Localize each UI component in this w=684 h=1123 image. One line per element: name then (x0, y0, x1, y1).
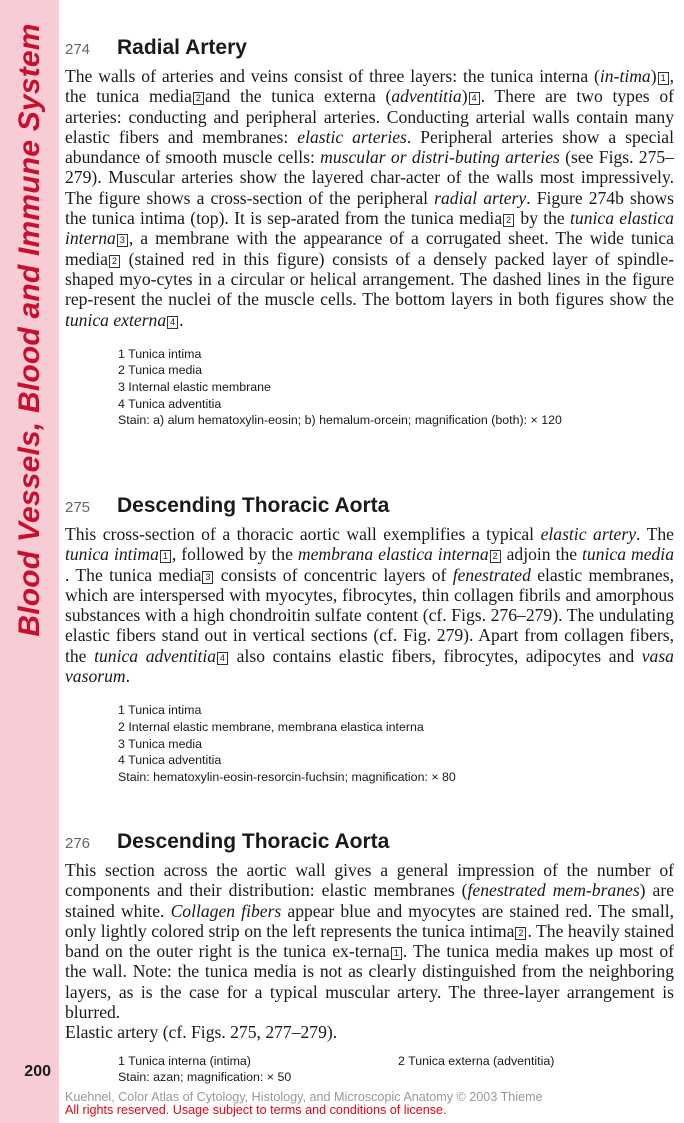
legend-item: 1 Tunica intima (118, 703, 202, 718)
section-heading (65, 830, 674, 860)
figure-ref-box: 2 (503, 214, 514, 227)
figure-legend (118, 702, 674, 785)
emphasis-term: elastic arteries (297, 126, 407, 147)
emphasis-term: tunica adventitia (94, 645, 217, 666)
emphasis-term: tunica externa (65, 309, 167, 330)
legend-item: 2 Tunica externa (adventitia) (398, 1053, 555, 1068)
figure-ref-box: 4 (217, 652, 228, 665)
figure-ref-box: 1 (160, 550, 171, 563)
emphasis-term: muscular or distri-buting arteries (320, 147, 560, 168)
section-274 (65, 36, 674, 429)
figure-ref-box: 2 (109, 255, 120, 268)
section-275 (65, 494, 674, 785)
figure-ref-box: 1 (658, 72, 669, 85)
emphasis-term: fenestrated mem-branes (467, 880, 640, 901)
emphasis-term: fenestrated (452, 564, 531, 585)
section-extra-line: Elastic artery (cf. Figs. 275, 277–279). (65, 1022, 338, 1043)
stain-note: Stain: a) alum hematoxylin-eosin; b) hemalum-orcein; magnification (both): × 120 (118, 413, 562, 428)
section-paragraph: This section across the aortic wall gives a general impression of the number of components and their distribution: elastic membranes (fenestrated mem-branes) are stained white. Collagen fibers appear blue and myocytes are stained red. The small, only lightly colored strip on the left represents the tunica intima 2 . The heavily stained band on the outer right is the tunica ex-terna 1 . The tunica media makes up most of the wall. Note: the tunica media is not as clearly distinguished from the neighboring layers, as is the case for a typical muscular artery. The three-layer arrangement is blurred. (65, 860, 675, 1023)
emphasis-term: vasa vasorum (65, 645, 674, 687)
figure-ref-box: 1 (391, 947, 402, 960)
sidebar (0, 0, 59, 1123)
section-paragraph: This cross-section of a thoracic aortic wall exemplifies a typical elastic artery. The tunica intima 1 , followed by the membrana elastica interna 2 adjoin the tunica media . The tunica media 3 consists of concentric layers of fenestrated elastic membranes, which are interspersed with myocytes, fibrocytes, thin collagen fibrils and amorphous substances with a high chondroitin sulfate content (cf. Figs. 276–279). The undulating elastic fibers stand out in vertical sections (cf. Fig. 279). Apart from collagen fibers, the tunica adventitia 4 also contains elastic fibers, fibrocytes, adipocytes and vasa vasorum. (65, 524, 674, 687)
figure-ref-box: 4 (469, 92, 480, 105)
legend-item: 2 Tunica media (118, 363, 203, 378)
emphasis-term: radial artery (434, 187, 527, 208)
section-276 (65, 830, 674, 1086)
section-paragraph: The walls of arteries and veins consist of three layers: the tunica interna (in-tima) 1 , the tunica media 2 and the tunica externa (adventitia) 4 . There are two types of arteries: conducting and peripheral arteries. Conducting arterial walls contain many elastic fibers and membranes: elastic arteries. Peripheral arteries show a special abundance of smooth muscle cells: muscular or distri-buting arteries (see Figs. 275–279). Muscular arteries show the layered char-acter of the walls most impressively. The figure shows a cross-section of the peripheral radial artery. Figure 274b shows the tunica intima (top). It is sep-arated from the tunica media 2 by the tunica elastica interna 3 , a membrane with the appearance of a corrugated sheet. The wide tunica media 2 (stained red in this figure) consists of a densely packed layer of spindle-shaped myo-cytes in a circular or helical arrangement. The dashed lines in the figure rep-resent the nuclei of the muscle cells. The bottom layers in both figures show the tunica externa 4 . (65, 66, 674, 330)
section-number: 276 (65, 835, 91, 852)
copyright-line: Kuehnel, Color Atlas of Cytology, Histology, and Microscopic Anatomy © 2003 Thieme (65, 1090, 543, 1104)
section-heading (65, 36, 674, 66)
page-number: 200 (24, 1063, 51, 1080)
legend-item: 4 Tunica adventitia (118, 396, 222, 411)
section-number: 274 (65, 41, 91, 58)
section-title: Descending Thoracic Aorta (117, 830, 390, 853)
legend-row (118, 1053, 674, 1070)
emphasis-term: tunica elastica interna (65, 208, 674, 249)
section-title: Descending Thoracic Aorta (117, 494, 390, 517)
emphasis-term: membrana elastica interna (297, 544, 489, 565)
emphasis-term: tunica media (582, 544, 674, 565)
figure-legend (118, 1053, 674, 1086)
legend-item: 3 Tunica media (118, 736, 203, 751)
emphasis-term: in-tima (599, 66, 651, 86)
figure-ref-box: 2 (193, 92, 204, 105)
legend-item: 1 Tunica interna (intima) (118, 1053, 251, 1068)
figure-ref-box: 2 (490, 550, 501, 563)
emphasis-term: tunica intima (65, 544, 159, 565)
section-number: 275 (65, 499, 91, 516)
copyright-footer (65, 1091, 543, 1117)
figure-ref-box: 4 (167, 316, 178, 329)
emphasis-term: adventitia (391, 86, 462, 107)
chapter-title: Blood Vessels, Blood and Immune System (13, 23, 46, 637)
stain-note: Stain: hematoxylin-eosin-resorcin-fuchsin; magnification: × 80 (118, 769, 456, 784)
legend-item: 4 Tunica adventitia (118, 753, 222, 768)
section-title: Radial Artery (117, 36, 247, 59)
emphasis-term: Collagen fibers (170, 900, 282, 921)
section-heading (65, 494, 674, 524)
legend-item: 2 Internal elastic membrane, membrana elastica interna (118, 719, 424, 734)
license-line: All rights reserved. Usage subject to terms and conditions of license. (65, 1103, 447, 1117)
stain-note: Stain: azan; magnification: × 50 (118, 1070, 292, 1085)
legend-item: 3 Internal elastic membrane (118, 380, 271, 395)
figure-legend (118, 346, 674, 429)
legend-item: 1 Tunica intima (118, 346, 202, 361)
figure-ref-box: 3 (202, 571, 213, 584)
emphasis-term: elastic artery (540, 524, 637, 544)
figure-ref-box: 2 (515, 927, 526, 940)
figure-ref-box: 3 (117, 234, 128, 247)
